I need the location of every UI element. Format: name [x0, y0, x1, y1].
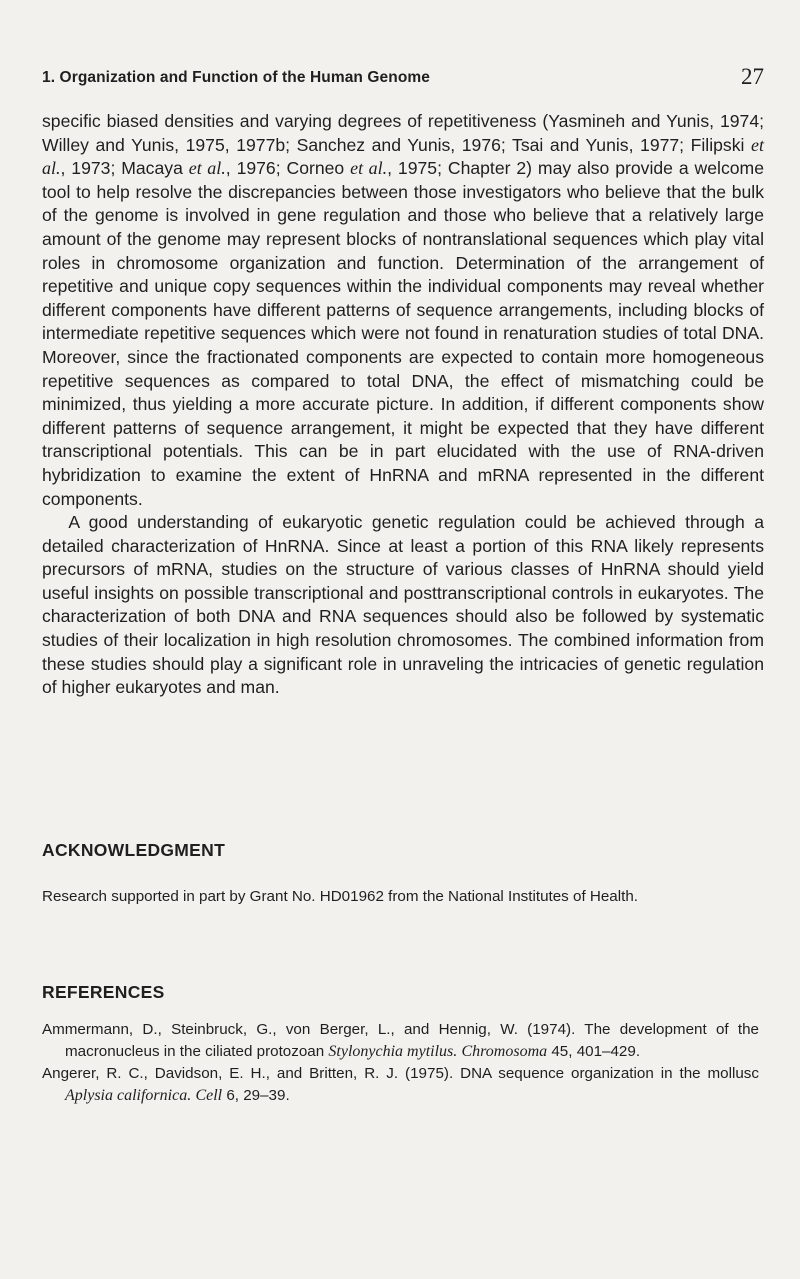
running-head — [42, 64, 764, 92]
reference-item: Angerer, R. C., Davidson, E. H., and Britten, R. J. (1975). DNA sequence organization in the mollusc Aplysia californica. Cell 6, 29–39. — [42, 1065, 759, 1104]
reference-list — [42, 1019, 759, 1107]
body-text — [42, 110, 764, 700]
page-number: 27 — [741, 64, 764, 89]
paragraph-2: A good understanding of eukaryotic genetic regulation could be achieved through a detailed characterization of HnRNA. Since at least a portion of this RNA likely represents precursors of mRNA, studies on the structure of various classes of HnRNA should yield useful insights on possible transcriptional and posttranscriptional controls in eukaryotes. The characterization of both DNA and RNA sequences should also be followed by systematic studies of their localization in high resolution chromosomes. The combined information from these studies should play a significant role in unraveling the intricacies of genetic regulation of higher eukaryotes and man. — [42, 512, 764, 698]
paragraph-1: specific biased densities and varying degrees of repetitiveness (Yasmineh and Yunis, 1974; Willey and Yunis, 1975, 1977b; Sanchez and Yunis, 1976; Tsai and Yunis, 1977; Filipski et al., 1973; Macaya et al., 1976; Corneo et al., 1975; Chapter 2) may also provide a welcome tool to help resolve the discrepancies between those investigators who believe that the bulk of the genome is involved in gene regulation and those who believe that a relatively large amount of the genome may represent blocks of nontranslational sequences which play vital roles in chromosome organization and function. Determination of the arrangement of repetitive and unique copy sequences within the individual components may reveal whether different components have different patterns of sequence arrangements, including blocks of intermediate repetitive sequences which were not found in renaturation studies of total DNA. Moreover, since the fractionated components are expected to contain more homogeneous repetitive sequences as compared to total DNA, the effect of mismatching could be minimized, thus yielding a more accurate picture. In addition, if different components show different patterns of sequence arrangement, it might be expected that they have different transcriptional potentials. This can be in part elucidated with the use of RNA-driven hybridization to examine the extent of HnRNA and mRNA represented in the different components. — [42, 111, 764, 509]
acknowledgment-text: Research supported in part by Grant No. HD01962 from the National Institutes of Health. — [42, 888, 638, 905]
references-heading: REFERENCES — [42, 982, 165, 1002]
acknowledgment-heading: ACKNOWLEDGMENT — [42, 840, 226, 860]
reference-item: Ammermann, D., Steinbruck, G., von Berger, L., and Hennig, W. (1974). The development of the macronucleus in the ciliated protozoan Stylonychia mytilus. Chromosoma 45, 401–429. — [42, 1021, 759, 1060]
chapter-title: 1. Organization and Function of the Human Genome — [42, 69, 431, 86]
